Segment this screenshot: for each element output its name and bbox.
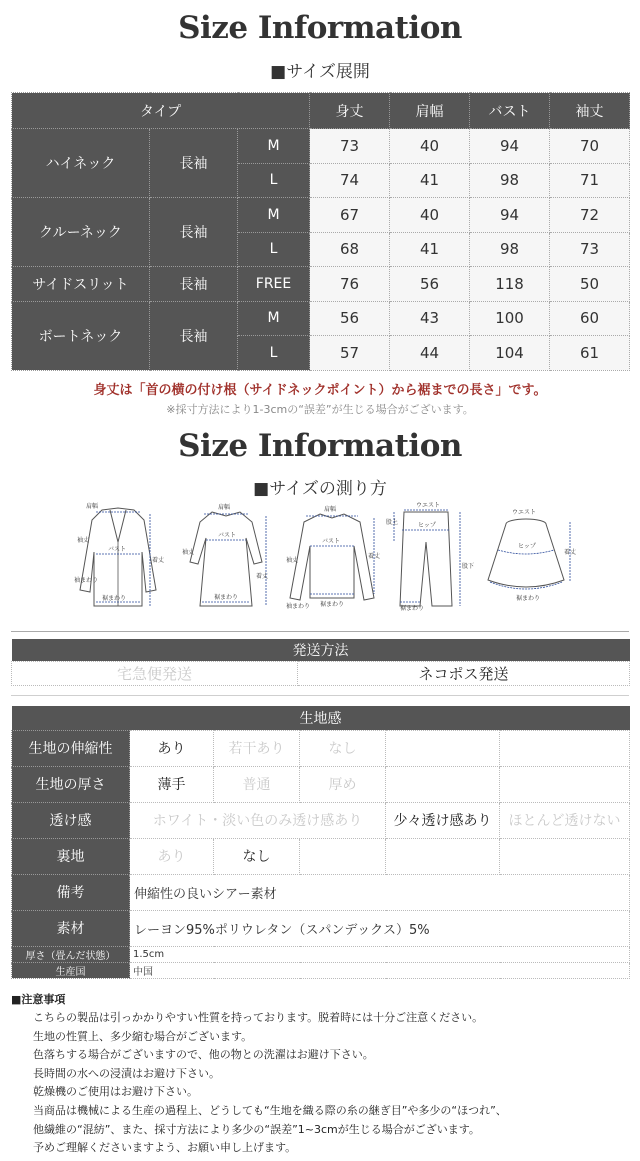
value-cell: 98 <box>470 163 550 198</box>
value-cell: 104 <box>470 336 550 371</box>
top-illustration <box>284 502 380 616</box>
label-sode: 袖丈 <box>286 557 299 564</box>
type-cell: ボートネック <box>12 301 150 370</box>
value-cell: 50 <box>550 267 630 302</box>
stretch-option <box>386 730 500 766</box>
label-waist: ウエスト <box>512 509 537 516</box>
sheer-option: ホワイト・淡い色のみ透け感あり <box>130 802 386 838</box>
thickness-label: 生地の厚さ <box>12 766 130 802</box>
origin-label: 生産国 <box>12 962 130 978</box>
length-note: 身丈は「首の横の付け根（サイドネックポイント）から裾までの長さ」です。 <box>93 383 547 398</box>
header-sleeve: 袖丈 <box>550 93 630 129</box>
sleeve-cell: 長袖 <box>150 267 238 302</box>
skirt-illustration <box>480 502 576 616</box>
thickness-option <box>500 766 630 802</box>
value-cell: 56 <box>390 267 470 302</box>
list-item: 予めご理解くださいますよう、お願い申し上げます。 <box>33 1141 297 1155</box>
label-mitake: 着丈 <box>564 549 576 556</box>
lining-label: 裏地 <box>12 838 130 874</box>
label-mitake: 着丈 <box>152 557 164 564</box>
label-waist: ウエスト <box>416 502 441 509</box>
value-cell: 118 <box>470 267 550 302</box>
sleeve-cell: 長袖 <box>150 129 238 198</box>
lining-option <box>300 838 386 874</box>
value-cell: 40 <box>390 198 470 233</box>
shipping-option-nekopos: ネコポス発送 <box>298 661 630 685</box>
divider <box>11 631 629 632</box>
list-item: 乾燥機のご使用はお避け下さい。 <box>33 1085 198 1099</box>
value-cell: 94 <box>470 198 550 233</box>
stretch-label: 生地の伸縮性 <box>12 730 130 766</box>
list-item: 当商品は機械による生産の過程上、どうしても“生地を織る際の糸の継ぎ目”や多少の“ほつれ”、 <box>33 1103 507 1117</box>
value-cell: 72 <box>550 198 630 233</box>
measure-title: Size Information <box>178 428 462 464</box>
label-susomawari: 裾まわり <box>400 605 425 612</box>
stretch-option <box>500 730 630 766</box>
size-cell: M <box>238 129 310 164</box>
type-cell: ハイネック <box>12 129 150 198</box>
value-cell: 76 <box>310 267 390 302</box>
sheer-option: ほとんど透けない <box>500 802 630 838</box>
label-sodemawari: 袖まわり <box>74 577 99 584</box>
value-cell: 70 <box>550 129 630 164</box>
measure-subtitle: ■サイズの測り方 <box>253 479 387 499</box>
label-susomawari: 裾まわり <box>516 595 541 602</box>
label-susomawari: 裾まわり <box>102 595 127 602</box>
fabric-row <box>12 802 630 838</box>
label-susomawari: 裾まわり <box>214 594 239 601</box>
lining-option: あり <box>130 838 214 874</box>
thickness-option: 厚め <box>300 766 386 802</box>
size-cell: L <box>238 163 310 198</box>
header-bust: バスト <box>470 93 550 129</box>
fabric-table <box>11 706 630 979</box>
pants-illustration <box>386 502 478 616</box>
sheer-option: 少々透け感あり <box>386 802 500 838</box>
label-kata: 肩幅 <box>86 503 99 510</box>
label-kata: 肩幅 <box>218 504 231 511</box>
fabric-row <box>12 766 630 802</box>
material-label: 素材 <box>12 910 130 946</box>
stretch-option: あり <box>130 730 214 766</box>
label-sodemawari: 袖まわり <box>286 603 311 610</box>
stretch-option: なし <box>300 730 386 766</box>
list-item: 色落ちする場合がございますので、他の物との洗濯はお避け下さい。 <box>33 1048 374 1062</box>
label-kata: 肩幅 <box>324 506 337 513</box>
fabric-row <box>12 874 630 910</box>
material-value: レーヨン95%ポリウレタン（スパンデックス）5% <box>130 910 630 946</box>
shipping-header: 発送方法 <box>12 639 630 661</box>
list-item: こちらの製品は引っかかりやすい性質を持っております。脱着時には十分ご注意ください。 <box>33 1011 484 1024</box>
label-bust: バスト <box>322 538 341 545</box>
size-cell: L <box>238 232 310 267</box>
header-shoulder: 肩幅 <box>390 93 470 129</box>
value-cell: 71 <box>550 163 630 198</box>
size-table <box>11 92 630 371</box>
value-cell: 73 <box>310 129 390 164</box>
header-length: 身丈 <box>310 93 390 129</box>
table-row <box>12 198 630 233</box>
thickness-option: 普通 <box>214 766 300 802</box>
lining-option <box>500 838 630 874</box>
label-bust: バスト <box>218 532 237 539</box>
fabric-row <box>12 730 630 766</box>
value-cell: 44 <box>390 336 470 371</box>
fabric-row <box>12 838 630 874</box>
sleeve-cell: 長袖 <box>150 198 238 267</box>
size-cell: M <box>238 301 310 336</box>
type-cell: サイドスリット <box>12 267 150 302</box>
value-cell: 98 <box>470 232 550 267</box>
table-row <box>12 267 630 302</box>
label-bust: バスト <box>108 546 127 553</box>
remarks-value: 伸縮性の良いシアー素材 <box>130 874 630 910</box>
lining-option: なし <box>214 838 300 874</box>
error-note: ※採寸方法により1-3cmの“誤差”が生じる場合がございます。 <box>166 403 474 416</box>
value-cell: 57 <box>310 336 390 371</box>
value-cell: 67 <box>310 198 390 233</box>
value-cell: 61 <box>550 336 630 371</box>
thickness-option <box>386 766 500 802</box>
shipping-table <box>11 639 630 686</box>
label-hip: ヒップ <box>418 522 436 529</box>
size-subtitle: ■サイズ展開 <box>270 62 370 82</box>
header-type: タイプ <box>12 93 310 129</box>
origin-value: 中国 <box>130 962 630 978</box>
list-item: 生地の性質上、多少縮む場合がございます。 <box>33 1029 253 1043</box>
value-cell: 100 <box>470 301 550 336</box>
size-cell: M <box>238 198 310 233</box>
thickness-option: 薄手 <box>130 766 214 802</box>
fabric-row <box>12 946 630 962</box>
stretch-option: 若干あり <box>214 730 300 766</box>
remarks-label: 備考 <box>12 874 130 910</box>
table-row <box>12 301 630 336</box>
value-cell: 41 <box>390 163 470 198</box>
label-mitake: 着丈 <box>256 573 269 580</box>
folded-thickness-label: 厚さ（畳んだ状態） <box>12 946 130 962</box>
caution-list <box>33 1009 507 1158</box>
sheer-label: 透け感 <box>12 802 130 838</box>
value-cell: 68 <box>310 232 390 267</box>
label-susomawari: 裾まわり <box>320 601 345 608</box>
label-sode: 袖丈 <box>77 537 90 544</box>
table-row <box>12 129 630 164</box>
size-info-title: Size Information <box>178 10 462 46</box>
list-item: 他繊維の“混紡”、また、採寸方法により多少の“誤差”1~3cmが生じる場合がございます。 <box>33 1122 480 1136</box>
sleeve-cell: 長袖 <box>150 301 238 370</box>
value-cell: 56 <box>310 301 390 336</box>
value-cell: 94 <box>470 129 550 164</box>
label-matashita: 股下 <box>462 563 475 570</box>
value-cell: 43 <box>390 301 470 336</box>
label-mitake: 着丈 <box>368 553 380 560</box>
size-cell: L <box>238 336 310 371</box>
divider <box>11 695 629 696</box>
label-matagami: 股上 <box>386 519 399 526</box>
value-cell: 60 <box>550 301 630 336</box>
size-cell: FREE <box>238 267 310 302</box>
fabric-row <box>12 910 630 946</box>
shipping-option-takkyubin: 宅急便発送 <box>12 661 298 685</box>
type-cell: クルーネック <box>12 198 150 267</box>
label-sode: 袖丈 <box>182 549 195 556</box>
caution-title: ■注意事項 <box>11 993 66 1006</box>
value-cell: 74 <box>310 163 390 198</box>
fabric-row <box>12 962 630 978</box>
coat-illustration <box>72 502 164 616</box>
list-item: 長時間の水への浸漬はお避け下さい。 <box>33 1066 220 1080</box>
folded-thickness-value: 1.5cm <box>130 946 630 962</box>
lining-option <box>386 838 500 874</box>
label-hip: ヒップ <box>518 543 536 550</box>
value-cell: 41 <box>390 232 470 267</box>
fabric-header: 生地感 <box>12 706 630 730</box>
dress-illustration <box>180 502 272 616</box>
size-header-row <box>12 93 630 129</box>
value-cell: 40 <box>390 129 470 164</box>
value-cell: 73 <box>550 232 630 267</box>
